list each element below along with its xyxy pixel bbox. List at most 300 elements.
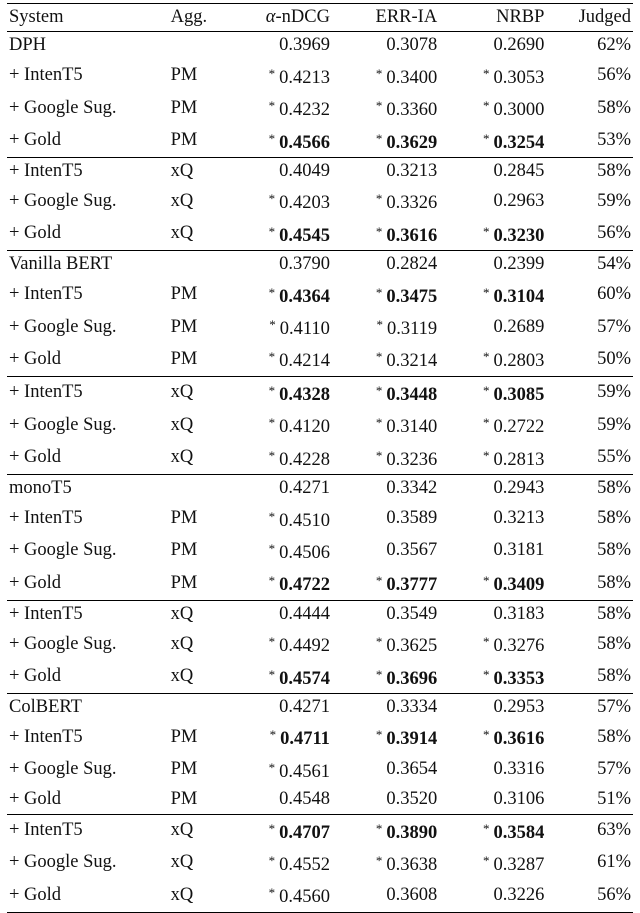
nrbp-cell: 0.2953 (441, 693, 548, 721)
ndcg-cell-value: 0.4120 (279, 417, 330, 438)
err-cell-value: 0.3326 (386, 193, 438, 214)
significance-star: * (268, 223, 276, 239)
err-cell-value: 0.3236 (386, 449, 438, 470)
table-row (7, 754, 633, 786)
significance-star: * (268, 820, 276, 836)
alpha-symbol: α (265, 7, 276, 27)
system-name: + IntenT5 (7, 814, 155, 847)
err-cell (334, 92, 441, 124)
system-name: + IntenT5 (7, 600, 155, 628)
ndcg-cell (226, 376, 334, 409)
significance-star: * (268, 759, 276, 775)
judged-cell: 57% (548, 693, 633, 721)
err-cell (334, 185, 441, 217)
err-cell-value: 0.3475 (386, 286, 438, 307)
significance-star: * (375, 820, 383, 836)
judged-cell: 57% (597, 759, 631, 780)
ndcg-cell-value: 0.4506 (279, 542, 330, 563)
significance-star: * (269, 727, 277, 743)
significance-star: * (375, 634, 383, 650)
significance-star: * (268, 666, 276, 682)
ndcg-cell (226, 279, 334, 311)
ndcg-cell (226, 218, 334, 251)
nrbp-cell (441, 721, 548, 753)
nrbp-cell: 0.2690 (441, 32, 548, 60)
aggregation: PM (170, 65, 198, 86)
aggregation: xQ (170, 884, 194, 905)
significance-star: * (375, 130, 383, 146)
nrbp-cell (441, 442, 548, 475)
aggregation: xQ (155, 600, 227, 628)
err-cell (334, 376, 441, 409)
significance-star: * (268, 382, 276, 398)
header-ndcg-label: -nDCG (275, 7, 330, 27)
table-row (7, 847, 633, 879)
ndcg-cell-value: 0.4707 (279, 822, 330, 843)
ndcg-cell: 0.4271 (226, 693, 334, 721)
judged-cell: 61% (597, 852, 631, 873)
aggregation: xQ (170, 414, 194, 435)
nrbp-cell (441, 218, 548, 251)
ndcg-cell (226, 879, 334, 912)
ndcg-cell (226, 628, 334, 660)
err-cell-value: 0.3696 (386, 668, 438, 689)
system-name: + Google Sug. (9, 316, 117, 337)
ndcg-cell (226, 847, 334, 879)
table-row (7, 311, 633, 343)
nrbp-cell-value: 0.3287 (493, 854, 545, 875)
judged-cell: 56% (597, 223, 631, 244)
err-cell-value: 0.3213 (386, 161, 438, 182)
ndcg-cell: 0.3969 (226, 32, 334, 60)
system-name: + IntenT5 (9, 284, 83, 305)
system-name: DPH (7, 32, 155, 60)
nrbp-cell-value: 0.3353 (493, 668, 545, 689)
system-name: + IntenT5 (7, 158, 155, 186)
table-row (7, 503, 633, 535)
nrbp-cell (441, 535, 548, 567)
system-name: + Gold (9, 348, 62, 369)
err-cell-value: 0.3360 (386, 100, 438, 121)
err-cell-value: 0.3914 (386, 729, 438, 750)
ndcg-cell (226, 535, 334, 567)
significance-star: * (375, 852, 383, 868)
system-name: + IntenT5 (9, 726, 83, 747)
err-cell (334, 311, 441, 343)
significance-star: * (483, 820, 490, 836)
err-cell (334, 503, 441, 535)
significance-star: * (375, 223, 383, 239)
ndcg-cell-value: 0.4110 (279, 319, 330, 340)
judged-cell: 53% (597, 130, 631, 151)
judged-cell: 58% (597, 540, 631, 561)
nrbp-cell-value: 0.3000 (493, 100, 545, 121)
significance-star: * (375, 98, 383, 114)
err-cell-value: 0.3214 (386, 351, 438, 372)
err-cell-value: 0.3549 (386, 603, 438, 624)
table-row (7, 786, 633, 814)
nrbp-cell (441, 125, 548, 158)
ndcg-cell-value: 0.4510 (279, 510, 330, 531)
significance-star: * (268, 852, 276, 868)
err-cell-value: 0.3140 (386, 417, 438, 438)
err-cell-value: 0.3890 (386, 822, 438, 843)
header-system: System (9, 7, 64, 27)
ndcg-cell (226, 661, 334, 694)
system-name: + IntenT5 (9, 65, 83, 86)
aggregation (155, 251, 227, 279)
header-judged: Judged (578, 7, 631, 27)
table-row (7, 218, 633, 251)
significance-star: * (483, 382, 490, 398)
nrbp-cell (441, 60, 548, 92)
significance-star: * (483, 666, 490, 682)
err-cell (334, 754, 441, 786)
nrbp-cell-value: 0.3213 (493, 508, 545, 528)
significance-star: * (268, 284, 276, 300)
ndcg-cell-value: 0.4328 (279, 384, 330, 405)
table-row (7, 125, 633, 158)
ndcg-cell (226, 786, 334, 814)
significance-star: * (268, 508, 276, 524)
significance-star: * (268, 191, 276, 207)
nrbp-cell (441, 600, 548, 628)
ndcg-cell-value: 0.4552 (279, 854, 330, 875)
ndcg-cell-value: 0.4548 (279, 789, 330, 810)
significance-star: * (483, 223, 490, 239)
nrbp-cell (441, 754, 548, 786)
aggregation: PM (170, 726, 198, 747)
judged-cell: 59% (597, 414, 631, 435)
judged-cell: 55% (597, 447, 631, 468)
judged-cell: 59% (597, 190, 631, 211)
nrbp-cell (441, 311, 548, 343)
aggregation: PM (170, 759, 198, 780)
significance-star: * (483, 852, 490, 868)
system-name: + Gold (9, 447, 62, 468)
nrbp-cell (441, 879, 548, 912)
nrbp-cell (441, 567, 548, 600)
aggregation: PM (170, 540, 198, 561)
system-name: + Gold (9, 223, 62, 244)
system-name: + Google Sug. (9, 97, 117, 118)
significance-star: * (483, 634, 490, 650)
header-nrbp: NRBP (496, 7, 545, 27)
nrbp-cell (441, 503, 548, 535)
significance-star: * (268, 540, 276, 556)
nrbp-cell: 0.2399 (441, 251, 548, 279)
significance-star: * (483, 573, 490, 589)
table-body (7, 32, 633, 912)
significance-star: * (375, 284, 383, 300)
nrbp-cell-value: 0.2803 (493, 351, 545, 372)
system-name: + Gold (9, 572, 62, 593)
nrbp-cell (441, 158, 548, 186)
table-row (7, 535, 633, 567)
nrbp-cell (441, 661, 548, 694)
judged-cell: 58% (548, 475, 633, 503)
aggregation: PM (170, 789, 198, 810)
nrbp-cell-value: 0.3085 (493, 384, 545, 405)
system-name: + Google Sug. (9, 414, 117, 435)
aggregation: xQ (155, 814, 227, 847)
system-name: Vanilla BERT (7, 251, 155, 279)
judged-cell: 58% (597, 666, 631, 687)
ndcg-cell-value: 0.4049 (279, 161, 330, 182)
table-row (7, 661, 633, 694)
ndcg-cell-value: 0.4213 (279, 67, 330, 88)
err-cell (334, 567, 441, 600)
nrbp-cell (441, 814, 548, 847)
table-row (7, 442, 633, 475)
aggregation: xQ (170, 190, 194, 211)
table-row (7, 600, 633, 628)
ndcg-cell (226, 125, 334, 158)
judged-cell: 62% (548, 32, 633, 60)
err-cell (334, 661, 441, 694)
aggregation: PM (170, 97, 198, 118)
table-row (7, 409, 633, 441)
nrbp-cell-value: 0.2963 (493, 190, 545, 211)
nrbp-cell-value: 0.3183 (493, 603, 545, 624)
ndcg-cell (226, 600, 334, 628)
ndcg-cell-value: 0.4364 (279, 286, 330, 307)
aggregation: PM (170, 348, 198, 369)
significance-star: * (268, 447, 276, 463)
nrbp-cell-value: 0.2845 (493, 161, 545, 182)
significance-star: * (483, 415, 490, 431)
aggregation: PM (170, 508, 198, 528)
nrbp-cell-value: 0.3254 (493, 132, 545, 153)
nrbp-cell-value: 0.2689 (493, 316, 545, 337)
err-cell (334, 442, 441, 475)
err-cell (334, 60, 441, 92)
ndcg-cell-value: 0.4492 (279, 636, 330, 657)
significance-star: * (483, 349, 490, 365)
system-name: monoT5 (7, 475, 155, 503)
nrbp-cell-value: 0.3104 (493, 286, 545, 307)
table-header (7, 4, 633, 32)
ndcg-cell: 0.3790 (226, 251, 334, 279)
table-row (7, 279, 633, 311)
significance-star: * (268, 573, 276, 589)
err-cell-value: 0.3625 (386, 636, 438, 657)
ndcg-cell (226, 92, 334, 124)
table-row (7, 721, 633, 753)
header-agg: Agg. (170, 7, 208, 27)
err-cell (334, 721, 441, 753)
err-cell-value: 0.3119 (386, 319, 438, 340)
nrbp-cell-value: 0.3584 (493, 822, 545, 843)
significance-star: * (268, 65, 276, 81)
significance-star: * (483, 727, 490, 743)
baseline-row (7, 32, 633, 60)
ndcg-cell-value: 0.4232 (279, 100, 330, 121)
judged-cell: 57% (597, 316, 631, 337)
header-alpha-ndcg (226, 4, 334, 32)
err-cell (334, 879, 441, 912)
significance-star: * (375, 573, 383, 589)
ndcg-cell-value: 0.4566 (279, 132, 330, 153)
system-name: + Google Sug. (9, 190, 117, 211)
err-cell (334, 218, 441, 251)
ndcg-cell (226, 311, 334, 343)
err-cell-value: 0.3654 (386, 759, 438, 780)
err-cell-value: 0.3608 (386, 884, 438, 905)
nrbp-cell-value: 0.3276 (493, 636, 545, 657)
nrbp-cell (441, 376, 548, 409)
ndcg-cell (226, 409, 334, 441)
significance-star: * (268, 415, 276, 431)
judged-cell: 59% (548, 376, 633, 409)
significance-star: * (483, 98, 490, 114)
err-cell (334, 409, 441, 441)
judged-cell: 60% (597, 284, 631, 305)
err-cell: 0.3078 (334, 32, 441, 60)
err-cell-value: 0.3777 (386, 575, 438, 596)
significance-star: * (375, 727, 383, 743)
system-name: + Gold (9, 130, 62, 151)
judged-cell: 51% (597, 789, 631, 810)
ndcg-cell (226, 343, 334, 376)
aggregation (155, 693, 227, 721)
err-cell (334, 847, 441, 879)
aggregation: xQ (155, 376, 227, 409)
aggregation: PM (170, 130, 198, 151)
err-cell (334, 279, 441, 311)
significance-star: * (483, 447, 490, 463)
nrbp-cell (441, 786, 548, 814)
judged-cell: 50% (597, 348, 631, 369)
baseline-row (7, 251, 633, 279)
aggregation: PM (170, 284, 198, 305)
judged-cell: 58% (597, 726, 631, 747)
ndcg-cell-value: 0.4711 (280, 729, 330, 750)
nrbp-cell-value: 0.3616 (493, 729, 545, 750)
nrbp-cell-value: 0.3226 (493, 884, 545, 905)
judged-cell: 58% (548, 158, 633, 186)
ndcg-cell-value: 0.4722 (279, 575, 330, 596)
ndcg-cell: 0.4271 (226, 475, 334, 503)
judged-cell: 58% (597, 572, 631, 593)
significance-star: * (376, 317, 383, 333)
judged-cell: 58% (548, 600, 633, 628)
aggregation: xQ (170, 666, 194, 687)
nrbp-cell (441, 279, 548, 311)
ndcg-cell (226, 158, 334, 186)
system-name: + Google Sug. (9, 759, 117, 780)
significance-star: * (483, 284, 490, 300)
aggregation (155, 32, 227, 60)
err-cell-value: 0.3616 (386, 225, 438, 246)
err-cell: 0.3334 (334, 693, 441, 721)
judged-cell: 63% (548, 814, 633, 847)
aggregation: PM (170, 316, 198, 337)
system-name: + Google Sug. (9, 540, 117, 561)
ndcg-cell-value: 0.4560 (279, 887, 330, 908)
err-cell (334, 600, 441, 628)
nrbp-cell (441, 92, 548, 124)
ndcg-cell-value: 0.4203 (279, 193, 330, 214)
system-name: + Google Sug. (9, 852, 117, 873)
nrbp-cell-value: 0.3316 (493, 759, 545, 780)
header-row (7, 4, 633, 32)
err-cell (334, 343, 441, 376)
err-cell-value: 0.3589 (386, 508, 438, 528)
table-row (7, 343, 633, 376)
baseline-row (7, 693, 633, 721)
aggregation: xQ (155, 158, 227, 186)
ndcg-cell (226, 185, 334, 217)
nrbp-cell (441, 343, 548, 376)
nrbp-cell (441, 409, 548, 441)
system-name: + IntenT5 (7, 376, 155, 409)
nrbp-cell-value: 0.2813 (493, 449, 545, 470)
table-row (7, 158, 633, 186)
ndcg-cell-value: 0.4561 (279, 761, 330, 782)
table-row (7, 879, 633, 912)
table-row (7, 567, 633, 600)
significance-star: * (375, 65, 383, 81)
table-row (7, 185, 633, 217)
significance-star: * (268, 98, 276, 114)
table-row (7, 92, 633, 124)
ndcg-cell-value: 0.4228 (279, 449, 330, 470)
system-name: + Gold (9, 884, 62, 905)
nrbp-cell-value: 0.3106 (493, 789, 545, 810)
significance-star: * (375, 447, 383, 463)
significance-star: * (375, 415, 383, 431)
judged-cell: 56% (597, 884, 631, 905)
table-row (7, 628, 633, 660)
ndcg-cell-value: 0.4214 (279, 351, 330, 372)
significance-star: * (268, 349, 276, 365)
table-row (7, 814, 633, 847)
err-cell-value: 0.3629 (386, 132, 438, 153)
system-name: + Gold (9, 666, 62, 687)
ndcg-cell-value: 0.4545 (279, 225, 330, 246)
aggregation: xQ (170, 223, 194, 244)
err-cell (334, 158, 441, 186)
ndcg-cell (226, 60, 334, 92)
err-cell (334, 628, 441, 660)
ndcg-cell-value: 0.4574 (279, 668, 330, 689)
significance-star: * (375, 666, 383, 682)
significance-star: * (268, 130, 276, 146)
ndcg-cell-value: 0.4444 (279, 603, 330, 624)
judged-cell: 58% (597, 97, 631, 118)
err-cell: 0.2824 (334, 251, 441, 279)
aggregation: PM (170, 572, 198, 593)
ndcg-cell (226, 754, 334, 786)
ndcg-cell (226, 814, 334, 847)
err-cell-value: 0.3400 (386, 67, 438, 88)
significance-star: * (375, 191, 383, 207)
nrbp-cell-value: 0.3053 (493, 67, 545, 88)
err-cell-value: 0.3638 (386, 854, 438, 875)
err-cell-value: 0.3448 (386, 384, 438, 405)
err-cell-value: 0.3567 (386, 540, 438, 561)
err-cell (334, 814, 441, 847)
nrbp-cell (441, 847, 548, 879)
err-cell: 0.3342 (334, 475, 441, 503)
significance-star: * (375, 382, 383, 398)
err-cell (334, 535, 441, 567)
aggregation: xQ (170, 447, 194, 468)
judged-cell: 56% (597, 65, 631, 86)
header-err-ia: ERR-IA (375, 7, 438, 27)
judged-cell: 58% (597, 633, 631, 654)
